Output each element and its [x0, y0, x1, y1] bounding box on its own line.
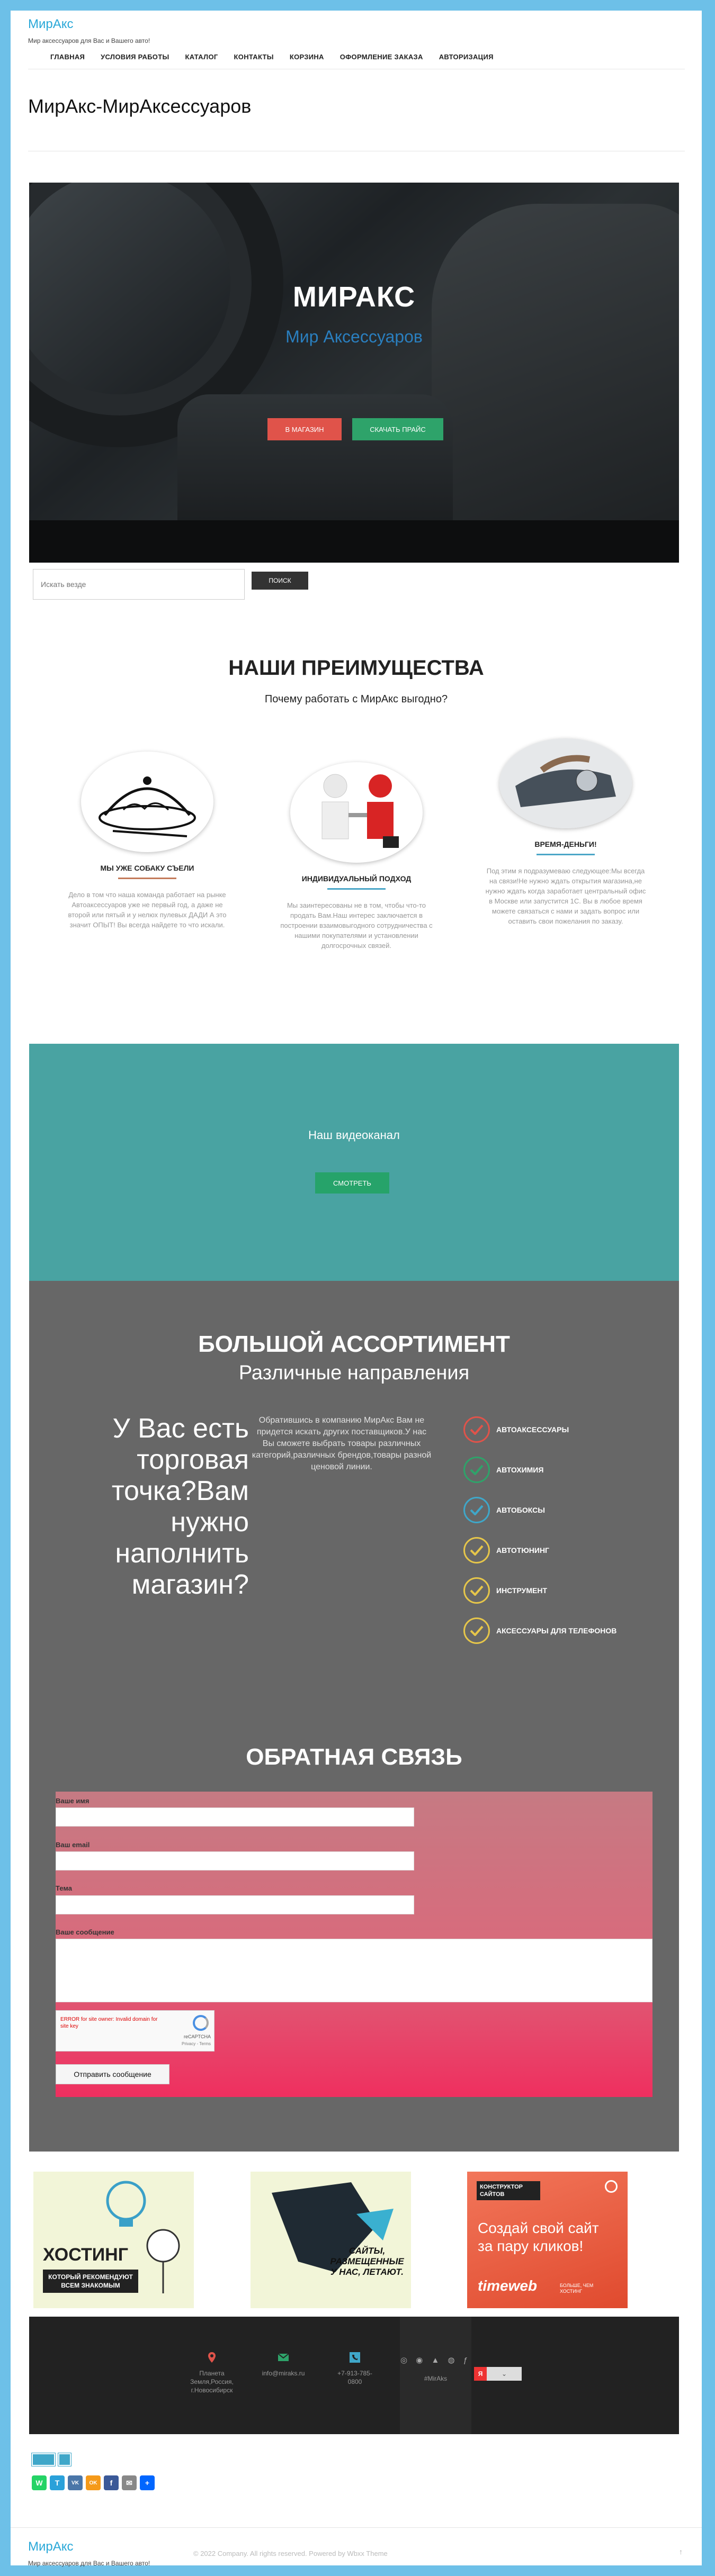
builder-text: Создай свой сайт за пару кликов! — [478, 2220, 599, 2254]
hosting-text: КОТОРЫЙ РЕКОМЕНДУЮТ ВСЕМ ЗНАКОМЫМ — [43, 2270, 138, 2293]
hero-banner — [29, 183, 679, 563]
hero-title: МИРАКС — [292, 281, 416, 313]
ad-hosting[interactable] — [33, 2172, 194, 2308]
check-icon — [463, 1416, 490, 1443]
email-link[interactable]: info@miraks.ru — [262, 2370, 305, 2377]
metrika-badge[interactable] — [58, 2453, 71, 2466]
check-icon — [463, 1617, 490, 1644]
nav-item-checkout[interactable]: ОФОРМЛЕНИЕ ЗАКАЗА — [339, 53, 423, 61]
assortment-section — [29, 1281, 679, 1691]
check-icon — [463, 1497, 490, 1523]
ad-builder[interactable] — [467, 2172, 628, 2308]
hero-seat-image — [432, 204, 679, 543]
advantage-time — [476, 738, 656, 926]
site-description: Мир аксессуаров для Вас и Вашего авто! — [28, 37, 150, 44]
rocket-logo-icon — [251, 2172, 411, 2308]
telegram-icon[interactable]: T — [50, 2475, 65, 2490]
video-section — [29, 1044, 679, 1281]
watch-icon — [499, 738, 632, 828]
location-icon — [205, 2351, 218, 2364]
nav-item-home[interactable]: ГЛАВНАЯ — [50, 53, 85, 61]
social-handle: #MirAks — [424, 2375, 448, 2382]
check-icon — [463, 1457, 490, 1483]
advantage-underline — [537, 854, 595, 855]
message-field[interactable] — [56, 1939, 653, 2002]
advantage-title: МЫ УЖЕ СОБАКУ СЪЕЛИ — [100, 864, 194, 872]
nav-item-catalog[interactable]: КАТАЛОГ — [185, 53, 218, 61]
video-title: Наш видеоканал — [308, 1128, 400, 1142]
site-title[interactable]: МирАкс — [28, 17, 74, 31]
mail-icon — [277, 2351, 290, 2364]
sites-text: САЙТЫ, РАЗМЕЩЕННЫЕ У НАС, ЛЕТАЮТ. — [330, 2246, 404, 2277]
badges — [32, 2453, 71, 2466]
main-nav — [50, 53, 494, 61]
counter-badge[interactable] — [32, 2453, 55, 2466]
hosting-title: ХОСТИНГ — [43, 2245, 128, 2265]
shop-button[interactable]: В МАГАЗИН — [267, 418, 342, 440]
list-item — [463, 1456, 616, 1484]
advantage-underline — [118, 878, 176, 879]
list-item-label: ИНСТРУМЕНТ — [496, 1586, 548, 1595]
list-item-label: АВТОХИМИЯ — [496, 1466, 544, 1474]
ad-sites[interactable] — [251, 2172, 411, 2308]
nav-item-cart[interactable]: КОРЗИНА — [289, 53, 324, 61]
nav-item-terms[interactable]: УСЛОВИЯ РАБОТЫ — [101, 53, 169, 61]
handshake-icon — [290, 762, 423, 863]
odnoklassniki-icon[interactable]: OK — [86, 2475, 101, 2490]
list-item — [463, 1496, 616, 1524]
builder-tag: КОНСТРУКТОР САЙТОВ — [477, 2181, 540, 2200]
feedback-section — [29, 1691, 679, 2152]
vk-icon[interactable]: VK — [68, 2475, 83, 2490]
timeweb-logo: timeweb — [478, 2277, 538, 2294]
assortment-text: Обратившись в компанию МирАкс Вам не придется искать других поставщиков.У нас Вы сможете выбрать товары различных категорий,различных брендов,товары разной ценовой линии. — [252, 1416, 432, 1471]
hero-bottom-shade — [29, 520, 679, 563]
footer-email — [252, 2351, 315, 2378]
check-icon — [463, 1537, 490, 1563]
list-item-label: АКСЕССУАРЫ ДЛЯ ТЕЛЕФОНОВ — [496, 1626, 617, 1635]
translate-dropdown-icon: ⌄ — [501, 2370, 507, 2378]
recaptcha-icon — [193, 2015, 209, 2031]
assortment-subtitle: Различные направления — [238, 1362, 470, 1384]
advantage-text: Под этим я подразумеваю следующее:Мы всегда на связи!Не нужно ждать открытия магазина,не нужно ждать когда заработает центральный офис в Москве или запустится 1С. Вы в любое время можете связаться с нами и задать вопрос или оставить свои пожелания по заказу. — [485, 867, 646, 925]
list-item — [463, 1416, 616, 1443]
check-icon — [463, 1577, 490, 1604]
advantage-text: Мы заинтересованы не в том, чтобы что-то продать Вам.Наш интерес заключается в построении взаимовыгодного сотрудничества с нашими покупателями и установлении долгосрочных связей. — [280, 901, 433, 950]
submit-button[interactable]: Отправить сообщение — [56, 2064, 169, 2084]
nav-item-contacts[interactable]: КОНТАКТЫ — [234, 53, 274, 61]
list-item — [463, 1617, 616, 1644]
email-field[interactable] — [56, 1851, 414, 1870]
translate-logo: Я — [474, 2367, 487, 2381]
page-title: МирАкс-МирАксессуаров — [28, 95, 252, 117]
bottom-site-description: Мир аксессуаров для Вас и Вашего авто! — [28, 2560, 150, 2567]
nav-item-login[interactable]: АВТОРИЗАЦИЯ — [439, 53, 494, 61]
assortment-question: У Вас есть торговая точка?Вам нужно наполнить магазин? — [111, 1413, 249, 1600]
name-field[interactable] — [56, 1807, 414, 1827]
footer-phone — [331, 2351, 379, 2386]
assortment-title: БОЛЬШОЙ АССОРТИМЕНТ — [198, 1331, 510, 1357]
email-label: Ваш email — [56, 1841, 90, 1849]
feedback-title: ОБРАТНАЯ СВЯЗЬ — [246, 1744, 462, 1770]
footer-social — [400, 2317, 471, 2434]
recaptcha-name: reCAPTCHA — [183, 2034, 211, 2039]
advantages-subtitle: Почему работать с МирАкс выгодно? — [264, 693, 448, 705]
phone-icon — [348, 2351, 361, 2364]
advantages-title: НАШИ ПРЕИМУЩЕСТВА — [228, 656, 484, 680]
advantage-experience — [57, 752, 237, 930]
advantage-title: ИНДИВИДУАЛЬНЫЙ ПОДХОД — [301, 874, 412, 883]
advantage-individual — [266, 762, 446, 951]
recaptcha-links[interactable]: Privacy - Terms — [182, 2041, 211, 2046]
list-item-label: АВТОАКСЕССУАРЫ — [496, 1425, 569, 1434]
share-more-icon[interactable]: + — [140, 2475, 155, 2490]
whatsapp-icon[interactable]: W — [32, 2475, 47, 2490]
share-bar — [32, 2475, 155, 2490]
list-item — [463, 1536, 616, 1564]
copyright: © 2022 Company. All rights reserved. Powered by Wbxx Theme — [193, 2550, 388, 2557]
list-item-label: АВТОБОКСЫ — [496, 1506, 545, 1514]
feedback-form — [56, 1792, 653, 2097]
address-text: Планета Земля,Россия, г.Новосибирск — [190, 2370, 234, 2394]
recaptcha-widget[interactable] — [56, 2010, 215, 2051]
advantage-title: ВРЕМЯ-ДЕНЬГИ! — [534, 840, 597, 848]
translate-widget[interactable] — [474, 2367, 522, 2381]
list-item — [463, 1577, 616, 1604]
facebook-icon[interactable]: f — [104, 2475, 119, 2490]
watch-button[interactable]: СМОТРЕТЬ — [315, 1172, 389, 1194]
subject-field[interactable] — [56, 1895, 414, 1914]
bottom-divider — [11, 2527, 702, 2528]
search-button[interactable]: ПОИСК — [252, 572, 308, 590]
social-icons[interactable]: ◎ ◉ ▲ ◍ ƒ — [400, 2356, 471, 2365]
dish-icon — [81, 752, 213, 852]
timeweb-subtitle: БОЛЬШЕ, ЧЕМ ХОСТИНГ — [560, 2283, 594, 2294]
name-label: Ваше имя — [56, 1797, 90, 1805]
advantage-text: Дело в том что наша команда работает на рынке Автоаксессуаров уже не первый год, а даже не второй или пятый и у нелюх пулевых ДАДИ А это значит ОПЫТ! Вы всегда найдете то что искали. — [68, 891, 227, 929]
recaptcha-error: ERROR for site owner: Invalid domain for site key — [60, 2017, 158, 2029]
advantage-underline — [327, 888, 386, 890]
list-item-label: АВТОТЮНИНГ — [496, 1546, 549, 1554]
message-label: Ваше сообщение — [56, 1928, 114, 1936]
email-share-icon[interactable]: ✉ — [122, 2475, 137, 2490]
subject-label: Тема — [56, 1884, 73, 1892]
footer — [29, 2317, 679, 2434]
page-frame — [11, 11, 702, 2565]
assortment-list — [463, 1416, 616, 1657]
download-price-button[interactable]: СКАЧАТЬ ПРАЙС — [352, 418, 443, 440]
bottom-site-title[interactable]: МирАкс — [28, 2539, 74, 2554]
hero-subtitle: Мир Аксессуаров — [285, 327, 423, 346]
settings-icon — [605, 2180, 618, 2193]
scroll-top-icon[interactable]: ↑ — [679, 2547, 683, 2556]
footer-address — [188, 2351, 236, 2394]
search-input[interactable] — [33, 569, 245, 600]
phone-text[interactable]: +7-913-785-0800 — [337, 2370, 372, 2385]
